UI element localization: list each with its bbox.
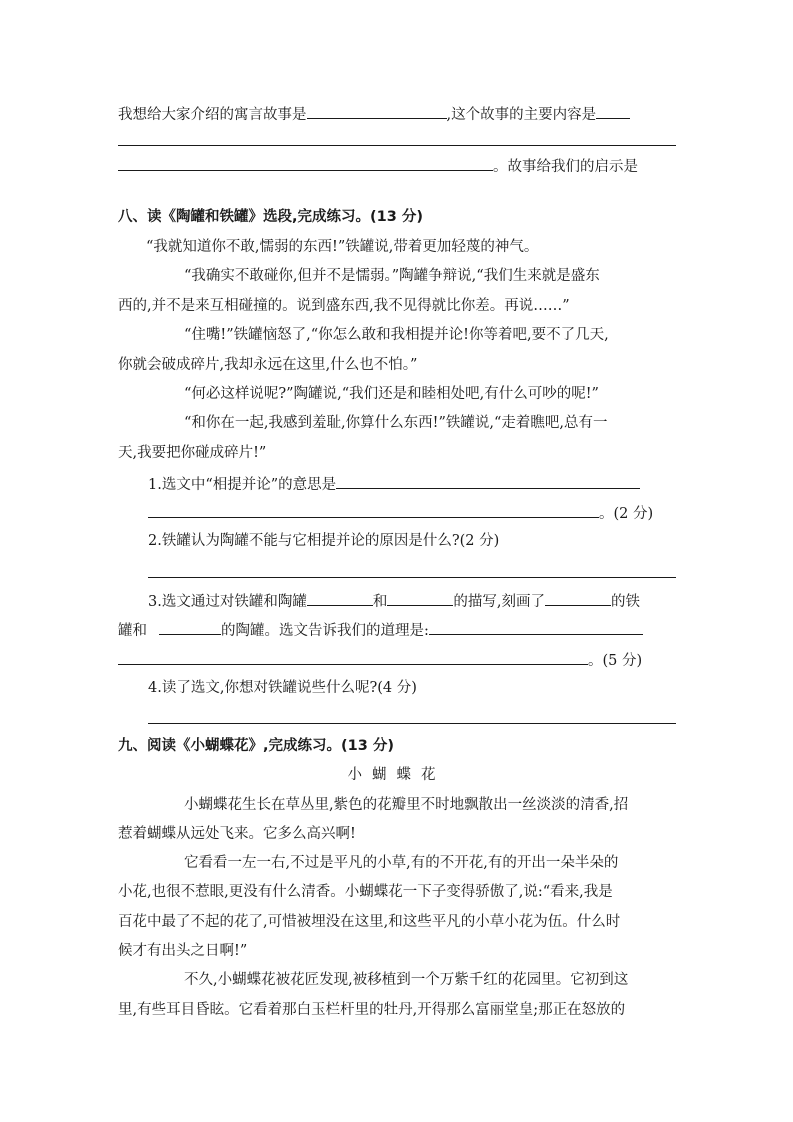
passage-9-p1-line1: 小蝴蝶花生长在草丛里,紫色的花瓣里不时地飘散出一丝淡淡的清香,招 xyxy=(184,797,629,813)
question-3-line3 xyxy=(118,649,642,671)
passage-9-p3-line1: 不久,小蝴蝶花被花匠发现,被移植到一个万紫千红的花园里。它初到这 xyxy=(184,972,629,988)
q3-text-e: 罐和 xyxy=(118,623,147,639)
passage-8-p4: “何必这样说呢?”陶罐说,“我们还是和睦相处吧,有什么可吵的呢!” xyxy=(184,386,599,402)
q3-text-b: 和 xyxy=(372,594,388,610)
intro-text-b: ,这个故事的主要内容是 xyxy=(446,107,597,123)
section-8-heading: 八、读《陶罐和铁罐》选段,完成练习。(13 分) xyxy=(118,209,423,225)
blank-q2-answer[interactable] xyxy=(148,577,676,578)
blank-q4-answer[interactable] xyxy=(148,723,676,724)
passage-9-p2-line3: 百花中最了不起的花了,可惜被埋没在这里,和这些平凡的小草小花为伍。什么时 xyxy=(118,914,621,930)
blank-content-end[interactable] xyxy=(118,155,493,171)
section-9-heading: 九、阅读《小蝴蝶花》,完成练习。(13 分) xyxy=(118,738,394,754)
question-1-text: 1.选文中“相提并论”的意思是 xyxy=(148,477,337,493)
question-1 xyxy=(148,473,640,495)
blank-q1-line2[interactable] xyxy=(148,502,599,518)
blank-q3-a[interactable] xyxy=(307,590,373,606)
passage-9-p2-line4: 候才有出头之日啊!” xyxy=(118,943,248,959)
passage-8-p5-line2: 天,我要把你碰成碎片!” xyxy=(118,445,267,461)
passage-8-p3-line1: “住嘴!”铁罐恼怒了,“你怎么敢和我相提并论!你等着吧,要不了几天, xyxy=(184,327,609,343)
intro-text-end: 。故事给我们的启示是 xyxy=(493,159,638,175)
q3-text-a: 3.选文通过对铁罐和陶罐 xyxy=(148,594,307,610)
blank-q1-line1[interactable] xyxy=(336,473,640,489)
question-3-score: 。(5 分) xyxy=(588,653,643,669)
blank-content-line[interactable] xyxy=(118,145,676,146)
blank-q3-c[interactable] xyxy=(545,590,611,606)
blank-q3-d[interactable] xyxy=(159,619,221,635)
passage-8-p2-line1: “我确实不敢碰你,但并不是懦弱。”陶罐争辩说,“我们生来就是盛东 xyxy=(184,268,600,284)
question-4: 4.读了选文,你想对铁罐说些什么呢?(4 分) xyxy=(148,680,417,696)
blank-q3-lesson-2[interactable] xyxy=(118,649,588,665)
passage-8-p5-line1: “和你在一起,我感到羞耻,你算什么东西!”铁罐说,“走着瞧吧,总有一 xyxy=(184,415,608,431)
blank-content-start[interactable] xyxy=(596,103,630,119)
story-title: 小蝴蝶花 xyxy=(347,767,446,783)
blank-q3-b[interactable] xyxy=(387,590,453,606)
intro-text-a: 我想给大家介绍的寓言故事是 xyxy=(118,107,307,123)
intro-line-1 xyxy=(118,103,630,125)
q3-text-c: 的描写,刻画了 xyxy=(453,594,545,610)
blank-fable-name[interactable] xyxy=(307,103,447,119)
blank-q3-lesson-1[interactable] xyxy=(429,619,643,635)
question-3-line2 xyxy=(118,619,643,641)
passage-9-p3-line2: 里,有些耳目昏眩。它看着那白玉栏杆里的牡丹,开得那么富丽堂皇;那正在怒放的 xyxy=(118,1002,626,1018)
passage-8-p2-line2: 西的,并不是来互相碰撞的。说到盛东西,我不见得就比你差。再说……” xyxy=(118,298,570,314)
question-2: 2.铁罐认为陶罐不能与它相提并论的原因是什么?(2 分) xyxy=(148,533,500,549)
question-3-line1 xyxy=(148,590,640,612)
q3-text-d: 的铁 xyxy=(610,594,640,610)
passage-8-p3-line2: 你就会破成碎片,我却永远在这里,什么也不怕。” xyxy=(118,357,418,373)
intro-line-3 xyxy=(118,155,638,177)
question-1-score: 。(2 分) xyxy=(599,506,654,522)
passage-9-p2-line2: 小花,也很不惹眼,更没有什么清香。小蝴蝶花一下子变得骄傲了,说:“看来,我是 xyxy=(118,884,613,900)
question-1-line2 xyxy=(148,502,653,524)
passage-8-p1: “我就知道你不敢,懦弱的东西!”铁罐说,带着更加轻蔑的神气。 xyxy=(146,239,539,255)
passage-9-p1-line2: 惹着蝴蝶从远处飞来。它多么高兴啊! xyxy=(118,826,356,842)
passage-9-p2-line1: 它看看一左一右,不过是平凡的小草,有的不开花,有的开出一朵半朵的 xyxy=(184,855,619,871)
q3-text-f: 的陶罐。选文告诉我们的道理是: xyxy=(221,623,429,639)
